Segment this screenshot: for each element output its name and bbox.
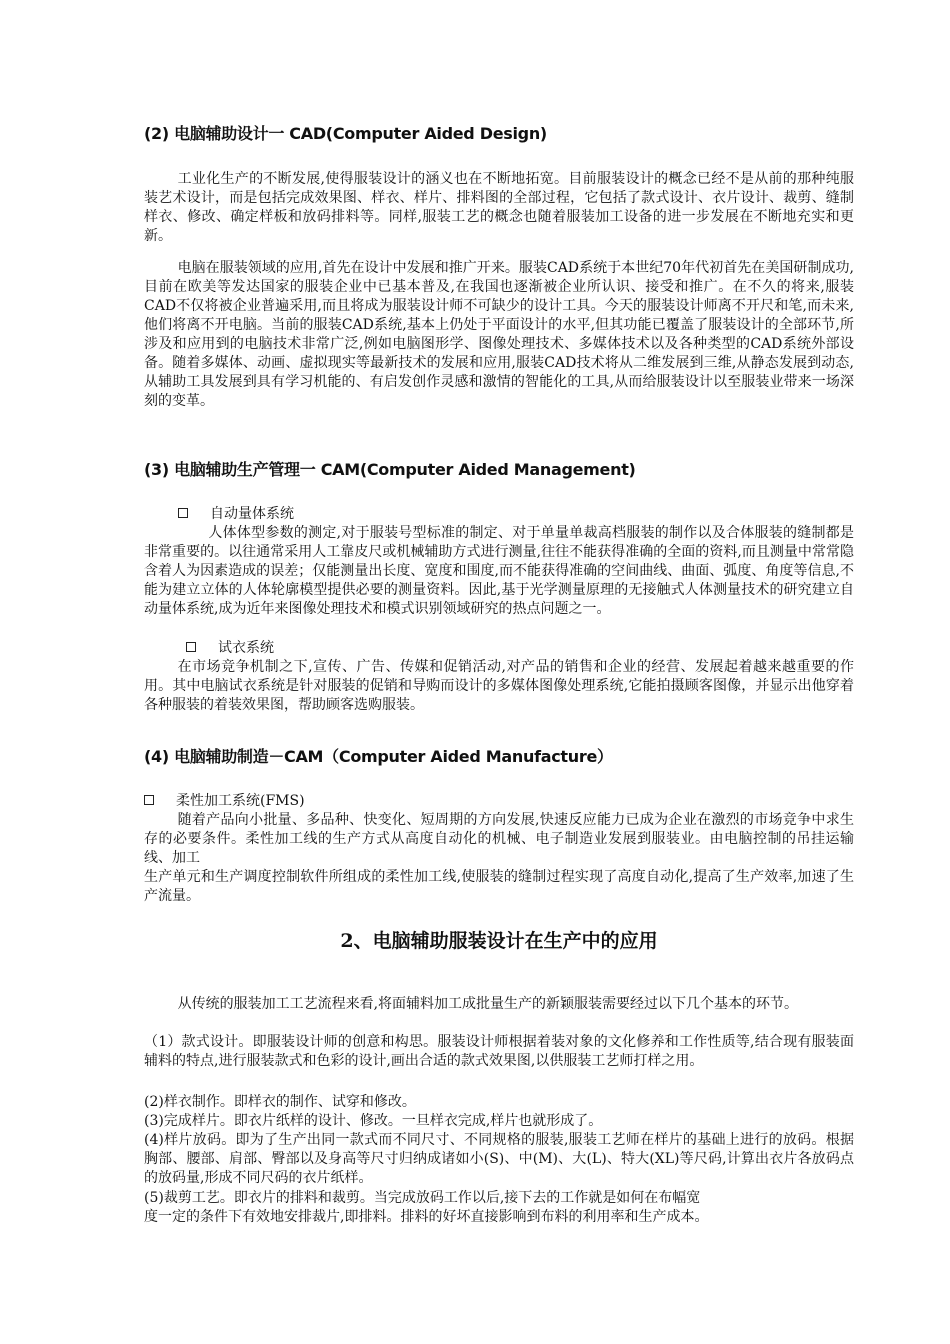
list-item-pattern-complete: (3)完成样片。即衣片纸样的设计、修改。一旦样衣完成,样片也就形成了。 (144, 1113, 603, 1129)
paragraph-cad-application: 电脑在服装领域的应用,首先在设计中发展和推广开来。服装CAD系统于本世纪70年代初首先在美国研制成功,目前在欧美等发达国家的服装企业中已基本普及,在我国也逐渐被企业所认识、接受和推广。在不久的将来,服装CAD不仅将被企业普遍采用,而且将成为服装设计师不可缺少的设计工具。今天的服装设计师离不开尺和笔,而未来,他们将离不开电脑。当前的服装CAD系统,基本上仍处于平面设计的水平,但其功能已覆盖了服装设计的全部环节,所涉及和应用到的电脑技术非常广泛,例如电脑图形学、图像处理技术、多媒体技术以及各种类型的CAD系统外部设备。随着多媒体、动画、虚拟现实等最新技术的发展和应用,服装CAD技术将从二维发展到三维,从静态发展到动态,从辅助工具发展到具有学习机能的、有启发创作灵感和激情的智能化的工具,从而给服装设计以至服装业带来一场深刻的变革。 (144, 260, 854, 409)
section-heading-cam-manufacture: (4) 电脑辅助制造－CAM（Computer Aided Manufacture） (144, 747, 613, 766)
paragraph-fms: 随着产品向小批量、多品种、快变化、短周期的方向发展,快速反应能力已成为企业在激烈的市场竞争中求生存的必要条件。柔性加工线的生产方式从高度自动化的机械、电子制造业发展到服装业。由电脑控制的吊挂运输线、加工 (144, 812, 854, 866)
bullet-fms (144, 792, 305, 811)
list-item-sample-making: (2)样衣制作。即样衣的制作、试穿和修改。 (144, 1094, 416, 1110)
paragraph-fms-continued: 生产单元和生产调度控制软件所组成的柔性加工线,使服装的缝制过程实现了高度自动化,提高了生产效率,加速了生产流量。 (144, 869, 854, 904)
paragraph-cad-intro: 工业化生产的不断发展,使得服装设计的涵义也在不断地拓宽。目前服装设计的概念已经不是从前的那种纯服装艺术设计，而是包括完成效果图、样衣、样片、排料图的全部过程，它包括了款式设计、衣片设计、裁剪、缝制样衣、修改、确定样板和放码排料等。同样,服装工艺的概念也随着服装加工设备的进一步发展在不断地充实和更新。 (144, 171, 854, 244)
list-item-style-design: （1）款式设计。即服装设计师的创意和构思。服装设计师根据着装对象的文化修养和工作性质等,结合现有服装面辅料的特点,进行服装款式和色彩的设计,画出合适的款式效果图,以供服装工艺师打样之用。 (144, 1034, 854, 1069)
checkbox-square-icon (144, 795, 154, 805)
main-heading: 2、电脑辅助服装设计在生产中的应用 (340, 930, 658, 952)
paragraph-auto-measure: 人体体型参数的测定,对于服装号型标准的制定、对于单量单裁高档服装的制作以及合体服装的缝制都是非常重要的。以往通常采用人工靠皮尺或机械辅助方式进行测量,往往不能获得准确的全面的资料,而且测量中常常隐含着人为因素造成的误差；仅能测量出长度、宽度和围度,而不能获得准确的空间曲线、曲面、弧度、角度等信息,不能为建立立体的人体轮廓模型提供必要的测量资料。因此,基于光学测量原理的无接触式人体测量技术的研究建立自动量体系统,成为近年来图像处理技术和模式识别领域研究的热点问题之一。 (144, 525, 854, 617)
bullet-label-fms: 柔性加工系统(FMS) (176, 793, 305, 809)
checkbox-square-icon (186, 642, 196, 652)
bullet-label-fitting-system: 试衣系统 (218, 640, 274, 656)
paragraph-fitting-system: 在市场竞争机制之下,宣传、广告、传媒和促销活动,对产品的销售和企业的经营、发展起着越来越重要的作用。其中电脑试衣系统是针对服装的促销和导购而设计的多媒体图像处理系统,它能拍摄顾客图像，并显示出他穿着各种服装的着装效果图，帮助顾客选购服装。 (144, 659, 854, 713)
bullet-auto-measure (178, 505, 294, 524)
section-heading-cam-management: (3) 电脑辅助生产管理一 CAM(Computer Aided Management) (144, 460, 636, 479)
checkbox-square-icon (178, 508, 188, 518)
list-item-cutting-line1: (5)裁剪工艺。即衣片的排料和裁剪。当完成放码工作以后,接下去的工作就是如何在布幅宽 (144, 1190, 701, 1206)
bullet-label-auto-measure: 自动量体系统 (210, 506, 294, 522)
list-item-cutting-line2: 度一定的条件下有效地安排裁片,即排料。排料的好坏直接影响到布料的利用率和生产成本。 (144, 1209, 709, 1225)
list-item-grading: (4)样片放码。即为了生产出同一款式而不同尺寸、不同规格的服装,服装工艺师在样片的基础上进行的放码。根据胸部、腰部、肩部、臀部以及身高等尺寸归纳成诸如小(S)、中(M)、大(L)、特大(XL)等尺码,计算出衣片各放码点的放码量,形成不同尺码的衣片纸样。 (144, 1132, 854, 1186)
bullet-fitting-system (186, 639, 274, 658)
section-heading-cad: (2) 电脑辅助设计一 CAD(Computer Aided Design) (144, 124, 547, 143)
paragraph-process-intro: 从传统的服装加工工艺流程来看,将面辅料加工成批量生产的新颖服装需要经过以下几个基本的环节。 (177, 996, 799, 1012)
